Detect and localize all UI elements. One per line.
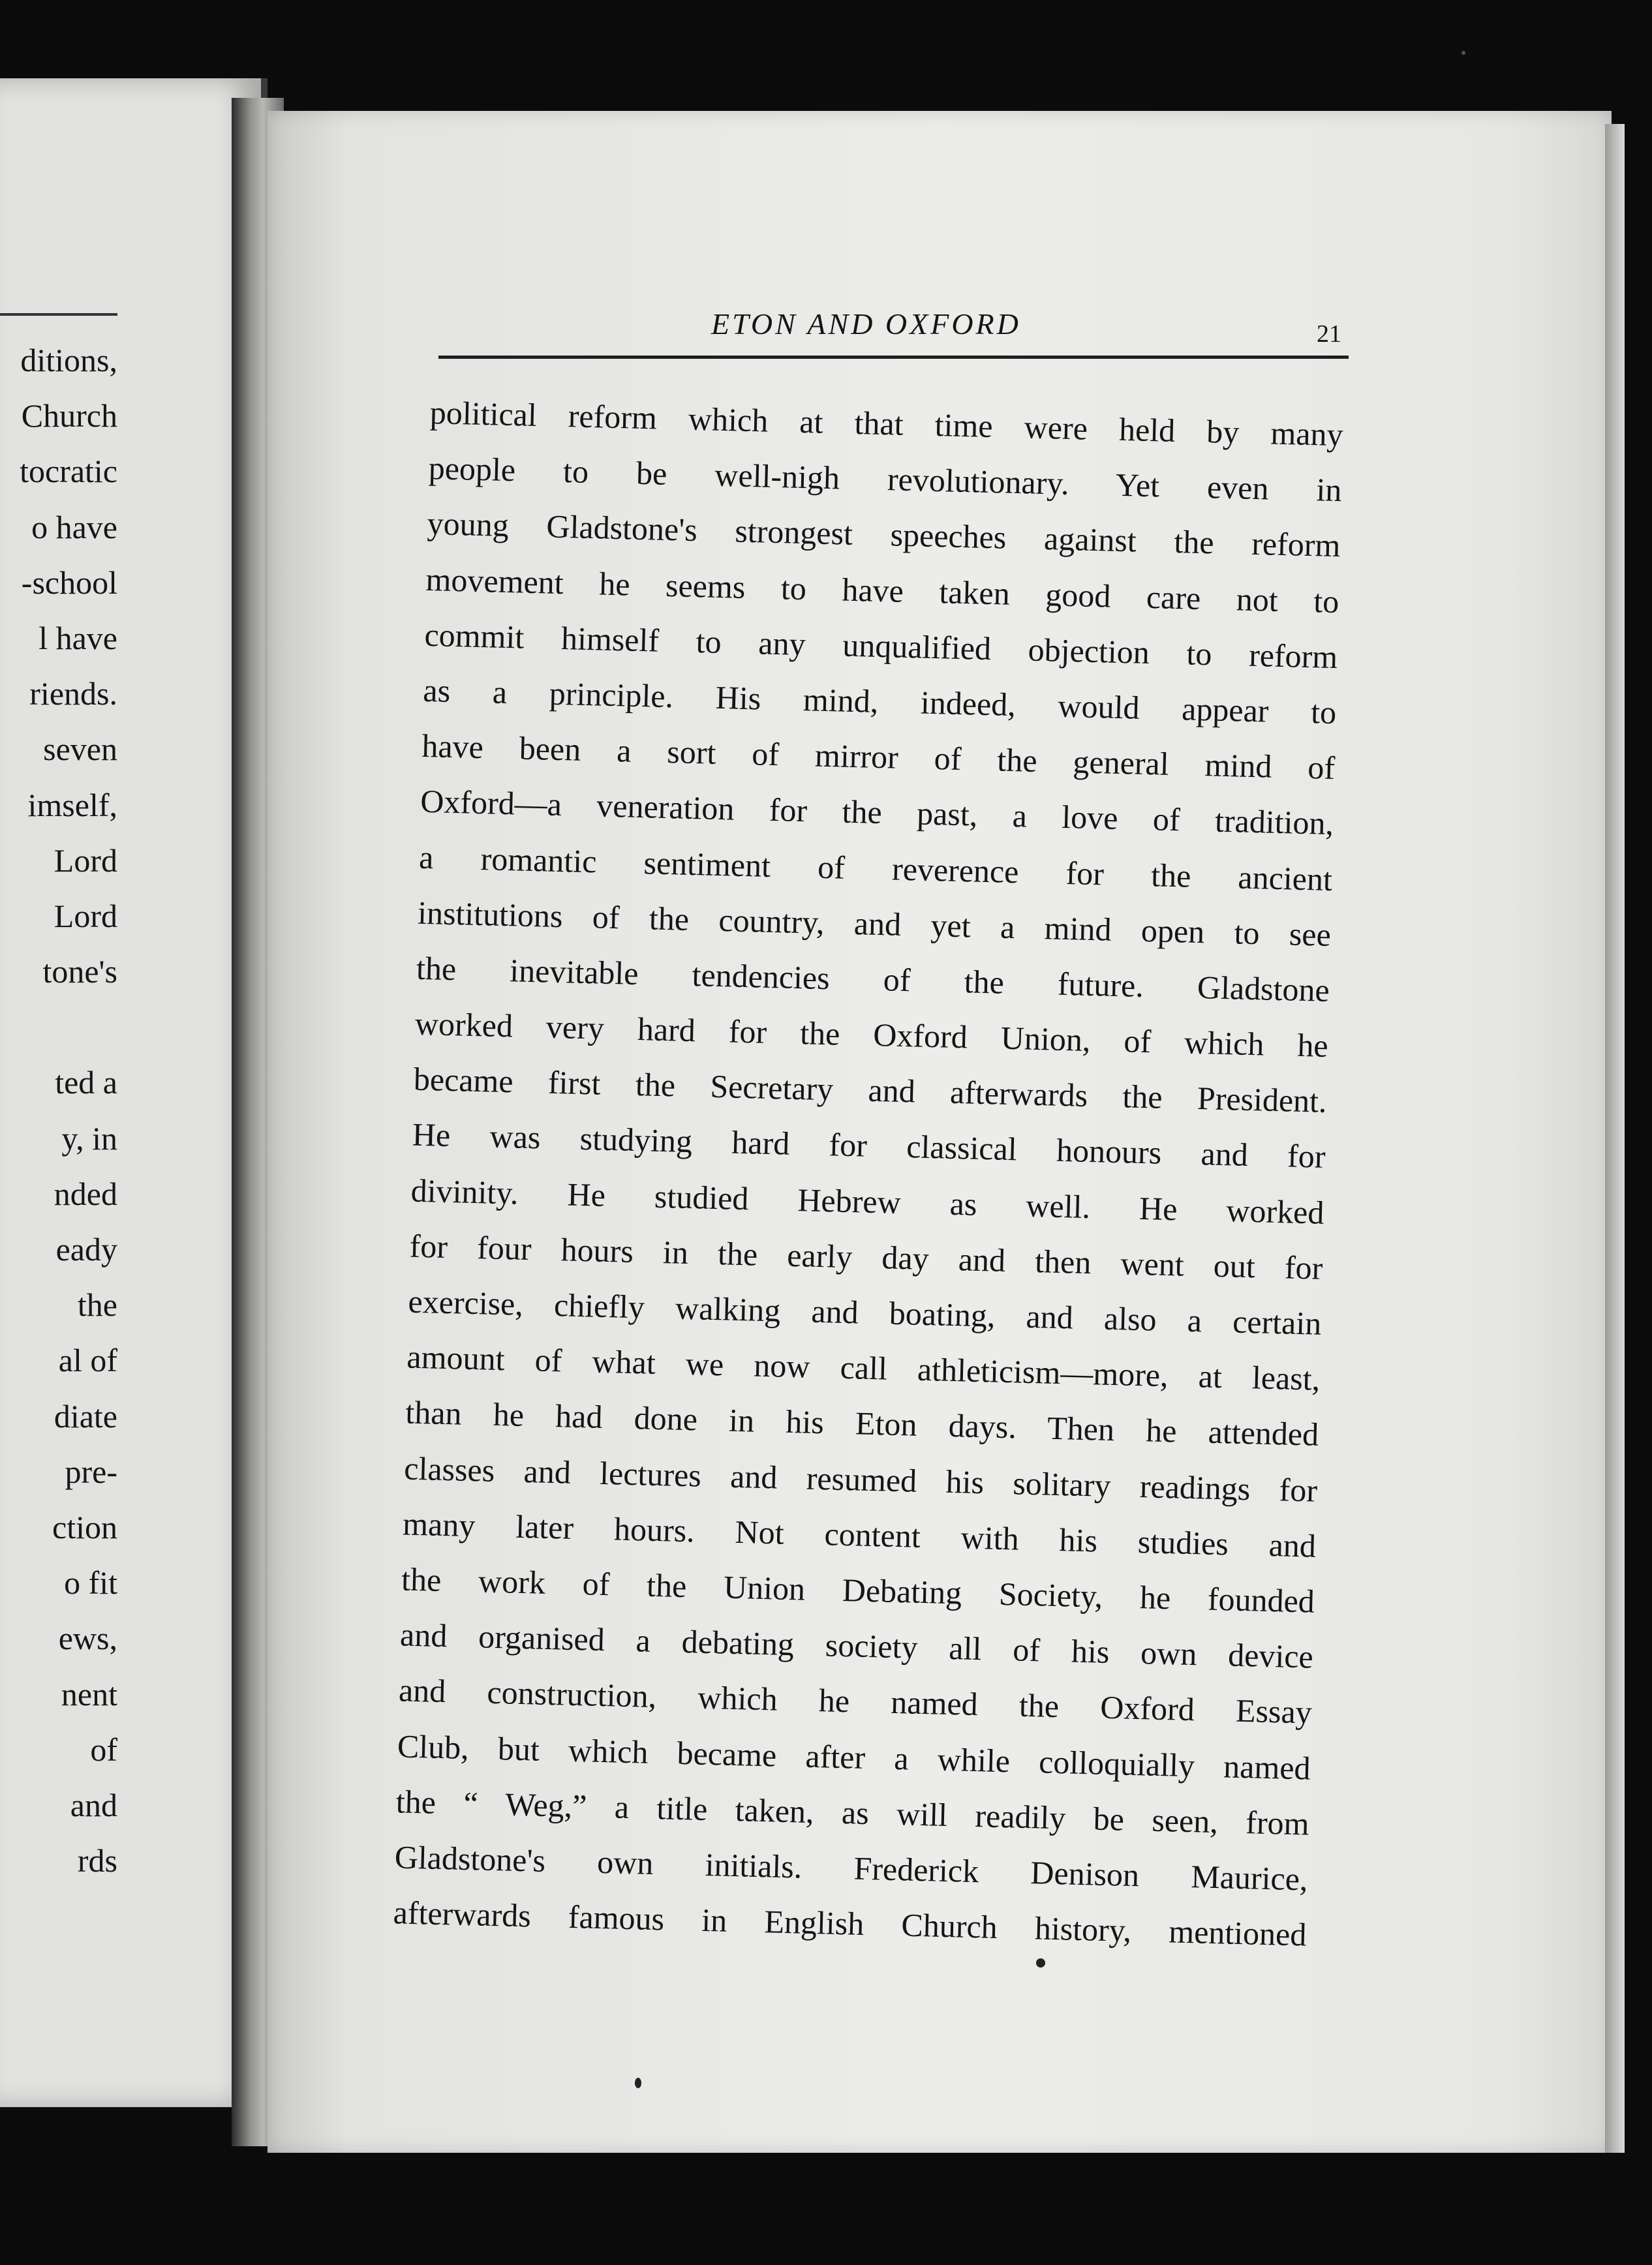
text-line: He was studying hard for classical honours and for: [412, 1116, 1326, 1176]
left-fragment: and: [70, 1786, 117, 1823]
text-line: the work of the Union Debating Society, he founded: [401, 1560, 1315, 1620]
left-fragment: [0, 999, 117, 1055]
left-fragment: eady: [55, 1231, 117, 1268]
text-line: afterwards famous in English Church history, mentioned: [393, 1894, 1308, 1953]
left-fragment: nded: [54, 1175, 117, 1212]
text-line: became first the Secretary and afterwards the President.: [413, 1060, 1328, 1120]
left-fragment: imself,: [27, 786, 117, 823]
text-line: the inevitable tendencies of the future. Gladstone: [416, 949, 1330, 1009]
page-number: 21: [1317, 320, 1341, 348]
left-fragment: ews,: [58, 1620, 117, 1657]
left-fragment: o have: [31, 508, 117, 545]
text-line: the “ Weg,” a title taken, as will readily be seen, from: [395, 1783, 1310, 1842]
text-line: amount of what we now call athleticism—more, at least,: [406, 1338, 1321, 1397]
text-line: exercise, chiefly walking and boating, and also a certain: [407, 1283, 1322, 1342]
text-line: as a principle. His mind, indeed, would appear to: [422, 671, 1337, 731]
text-line: have been a sort of mirror of the general mind of: [421, 727, 1336, 787]
left-fragment: -school: [21, 564, 117, 601]
ink-speck: [635, 2078, 641, 2088]
left-fragment: of: [90, 1731, 117, 1768]
text-line: worked very hard for the Oxford Union, of which he: [414, 1005, 1329, 1064]
left-fragment: al of: [58, 1342, 117, 1379]
text-line: and construction, which he named the Oxford Essay: [398, 1671, 1313, 1731]
left-fragment: ction: [52, 1508, 117, 1545]
left-fragment: Church: [21, 397, 117, 434]
left-fragment: nent: [61, 1675, 117, 1712]
text-line: Gladstone's own initials. Frederick Denison Maurice,: [394, 1838, 1309, 1898]
text-line: than he had done in his Eton days. Then he attended: [405, 1393, 1319, 1453]
left-fragment: Lord: [54, 842, 117, 879]
left-fragment: ted a: [55, 1064, 117, 1101]
text-line: institutions of the country, and yet a mind open to see: [417, 894, 1332, 953]
left-fragment: tocratic: [20, 453, 117, 490]
page-edge: [1605, 124, 1625, 2153]
left-fragment: seven: [43, 731, 117, 768]
left-fragment: riends.: [29, 675, 117, 712]
left-fragment: diate: [54, 1397, 117, 1435]
text-line: for four hours in the early day and then went out for: [409, 1227, 1324, 1286]
left-fragment: tone's: [42, 953, 117, 990]
text-line: people to be well-nigh revolutionary. Yet even in: [428, 449, 1343, 509]
text-line: commit himself to any unqualified objection to reform: [423, 616, 1338, 675]
left-fragment: the: [77, 1286, 117, 1324]
left-fragment: ditions,: [20, 342, 117, 378]
text-line: Club, but which became after a while colloquially named: [397, 1727, 1311, 1787]
text-line: many later hours. Not content with his studies and: [402, 1505, 1317, 1564]
left-fragment: l have: [38, 619, 117, 656]
left-fragment: y, in: [61, 1119, 117, 1157]
left-page-header-rule: [0, 313, 117, 316]
text-line: divinity. He studied Hebrew as well. He worked: [410, 1172, 1325, 1231]
header-rule: [438, 356, 1349, 359]
running-head: ETON AND OXFORD: [711, 307, 1021, 341]
left-fragment: rds: [77, 1842, 117, 1879]
text-line: political reform which at that time were held by many: [429, 393, 1344, 453]
text-line: and organised a debating society all of his own device: [399, 1616, 1314, 1675]
ink-speck: [1461, 51, 1465, 55]
left-fragment: o fit: [64, 1564, 117, 1602]
left-page-text-fragments: [0, 333, 117, 1889]
text-line: classes and lectures and resumed his solitary readings for: [403, 1450, 1318, 1509]
ink-speck: [1036, 1958, 1045, 1968]
text-line: Oxford—a veneration for the past, a love of tradition,: [420, 783, 1334, 842]
text-line: a romantic sentiment of reverence for the ancient: [418, 838, 1333, 898]
text-line: movement he seems to have taken good care not to: [425, 560, 1339, 620]
text-line: young Gladstone's strongest speeches against the reform: [427, 505, 1341, 564]
left-fragment: pre-: [65, 1453, 117, 1490]
body-text: [393, 385, 1344, 1963]
left-fragment: Lord: [54, 897, 117, 934]
